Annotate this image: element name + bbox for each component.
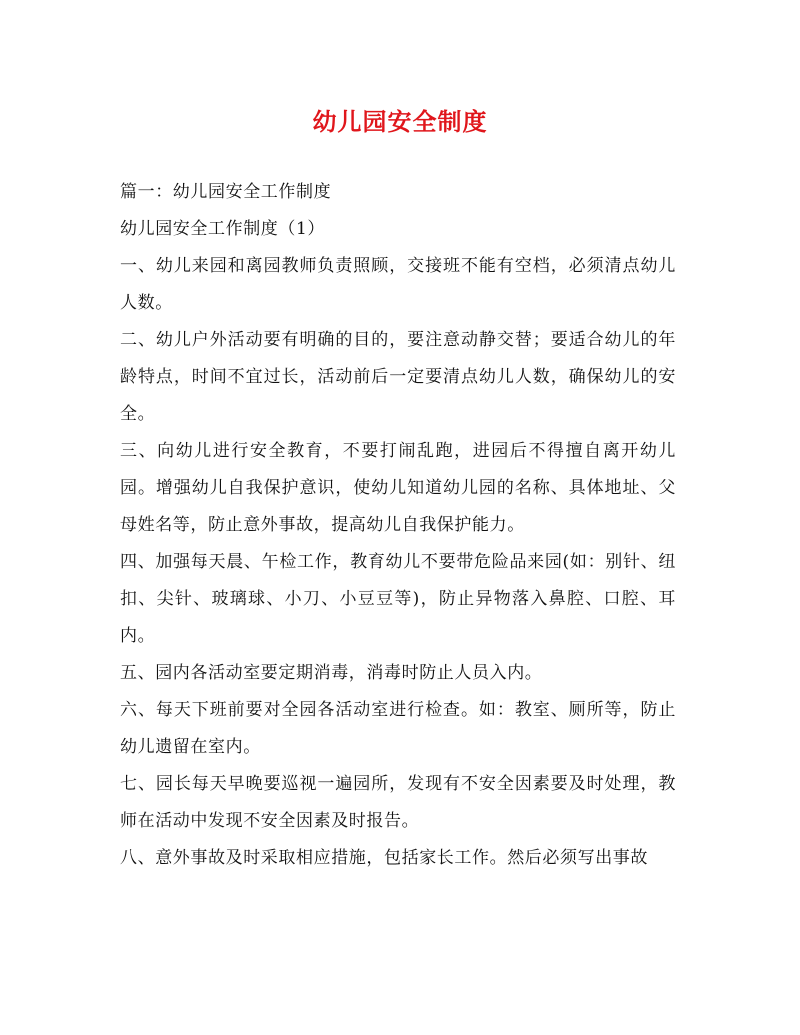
document-body bbox=[120, 174, 676, 877]
paragraph-rule-3: 三、向幼儿进行安全教育，不要打闹乱跑，进园后不得擅自离开幼儿园。增强幼儿自我保护意识，使幼儿知道幼儿园的名称、具体地址、父母姓名等，防止意外事故，提高幼儿自我保护能力。 bbox=[120, 441, 676, 535]
paragraph-heading: 篇一：幼儿园安全工作制度 bbox=[120, 182, 332, 202]
paragraph-rule-5: 五、园内各活动室要定期消毒，消毒时防止人员入内。 bbox=[120, 663, 543, 683]
paragraph-rule-2: 二、幼儿户外活动要有明确的目的，要注意动静交替；要适合幼儿的年龄特点，时间不宜过长，活动前后一定要清点幼儿人数，确保幼儿的安全。 bbox=[120, 330, 676, 424]
paragraph-subheading: 幼儿园安全工作制度（1） bbox=[120, 219, 326, 239]
paragraph-rule-7: 七、园长每天早晚要巡视一遍园所，发现有不安全因素要及时处理，教师在活动中发现不安全因素及时报告。 bbox=[120, 774, 676, 831]
paragraph-rule-4: 四、加强每天晨、午检工作，教育幼儿不要带危险品来园(如：别针、纽扣、尖针、玻璃球、小刀、小豆豆等)，防止异物落入鼻腔、口腔、耳内。 bbox=[120, 552, 676, 646]
paragraph-rule-1: 一、幼儿来园和离园教师负责照顾，交接班不能有空档，必须清点幼儿人数。 bbox=[120, 256, 676, 313]
paragraph-rule-8: 八、意外事故及时采取相应措施，包括家长工作。然后必须写出事故 bbox=[120, 848, 648, 868]
paragraph-rule-6: 六、每天下班前要对全园各活动室进行检查。如：教室、厕所等，防止幼儿遗留在室内。 bbox=[120, 700, 676, 757]
document-title: 幼儿园安全制度 bbox=[312, 107, 488, 136]
